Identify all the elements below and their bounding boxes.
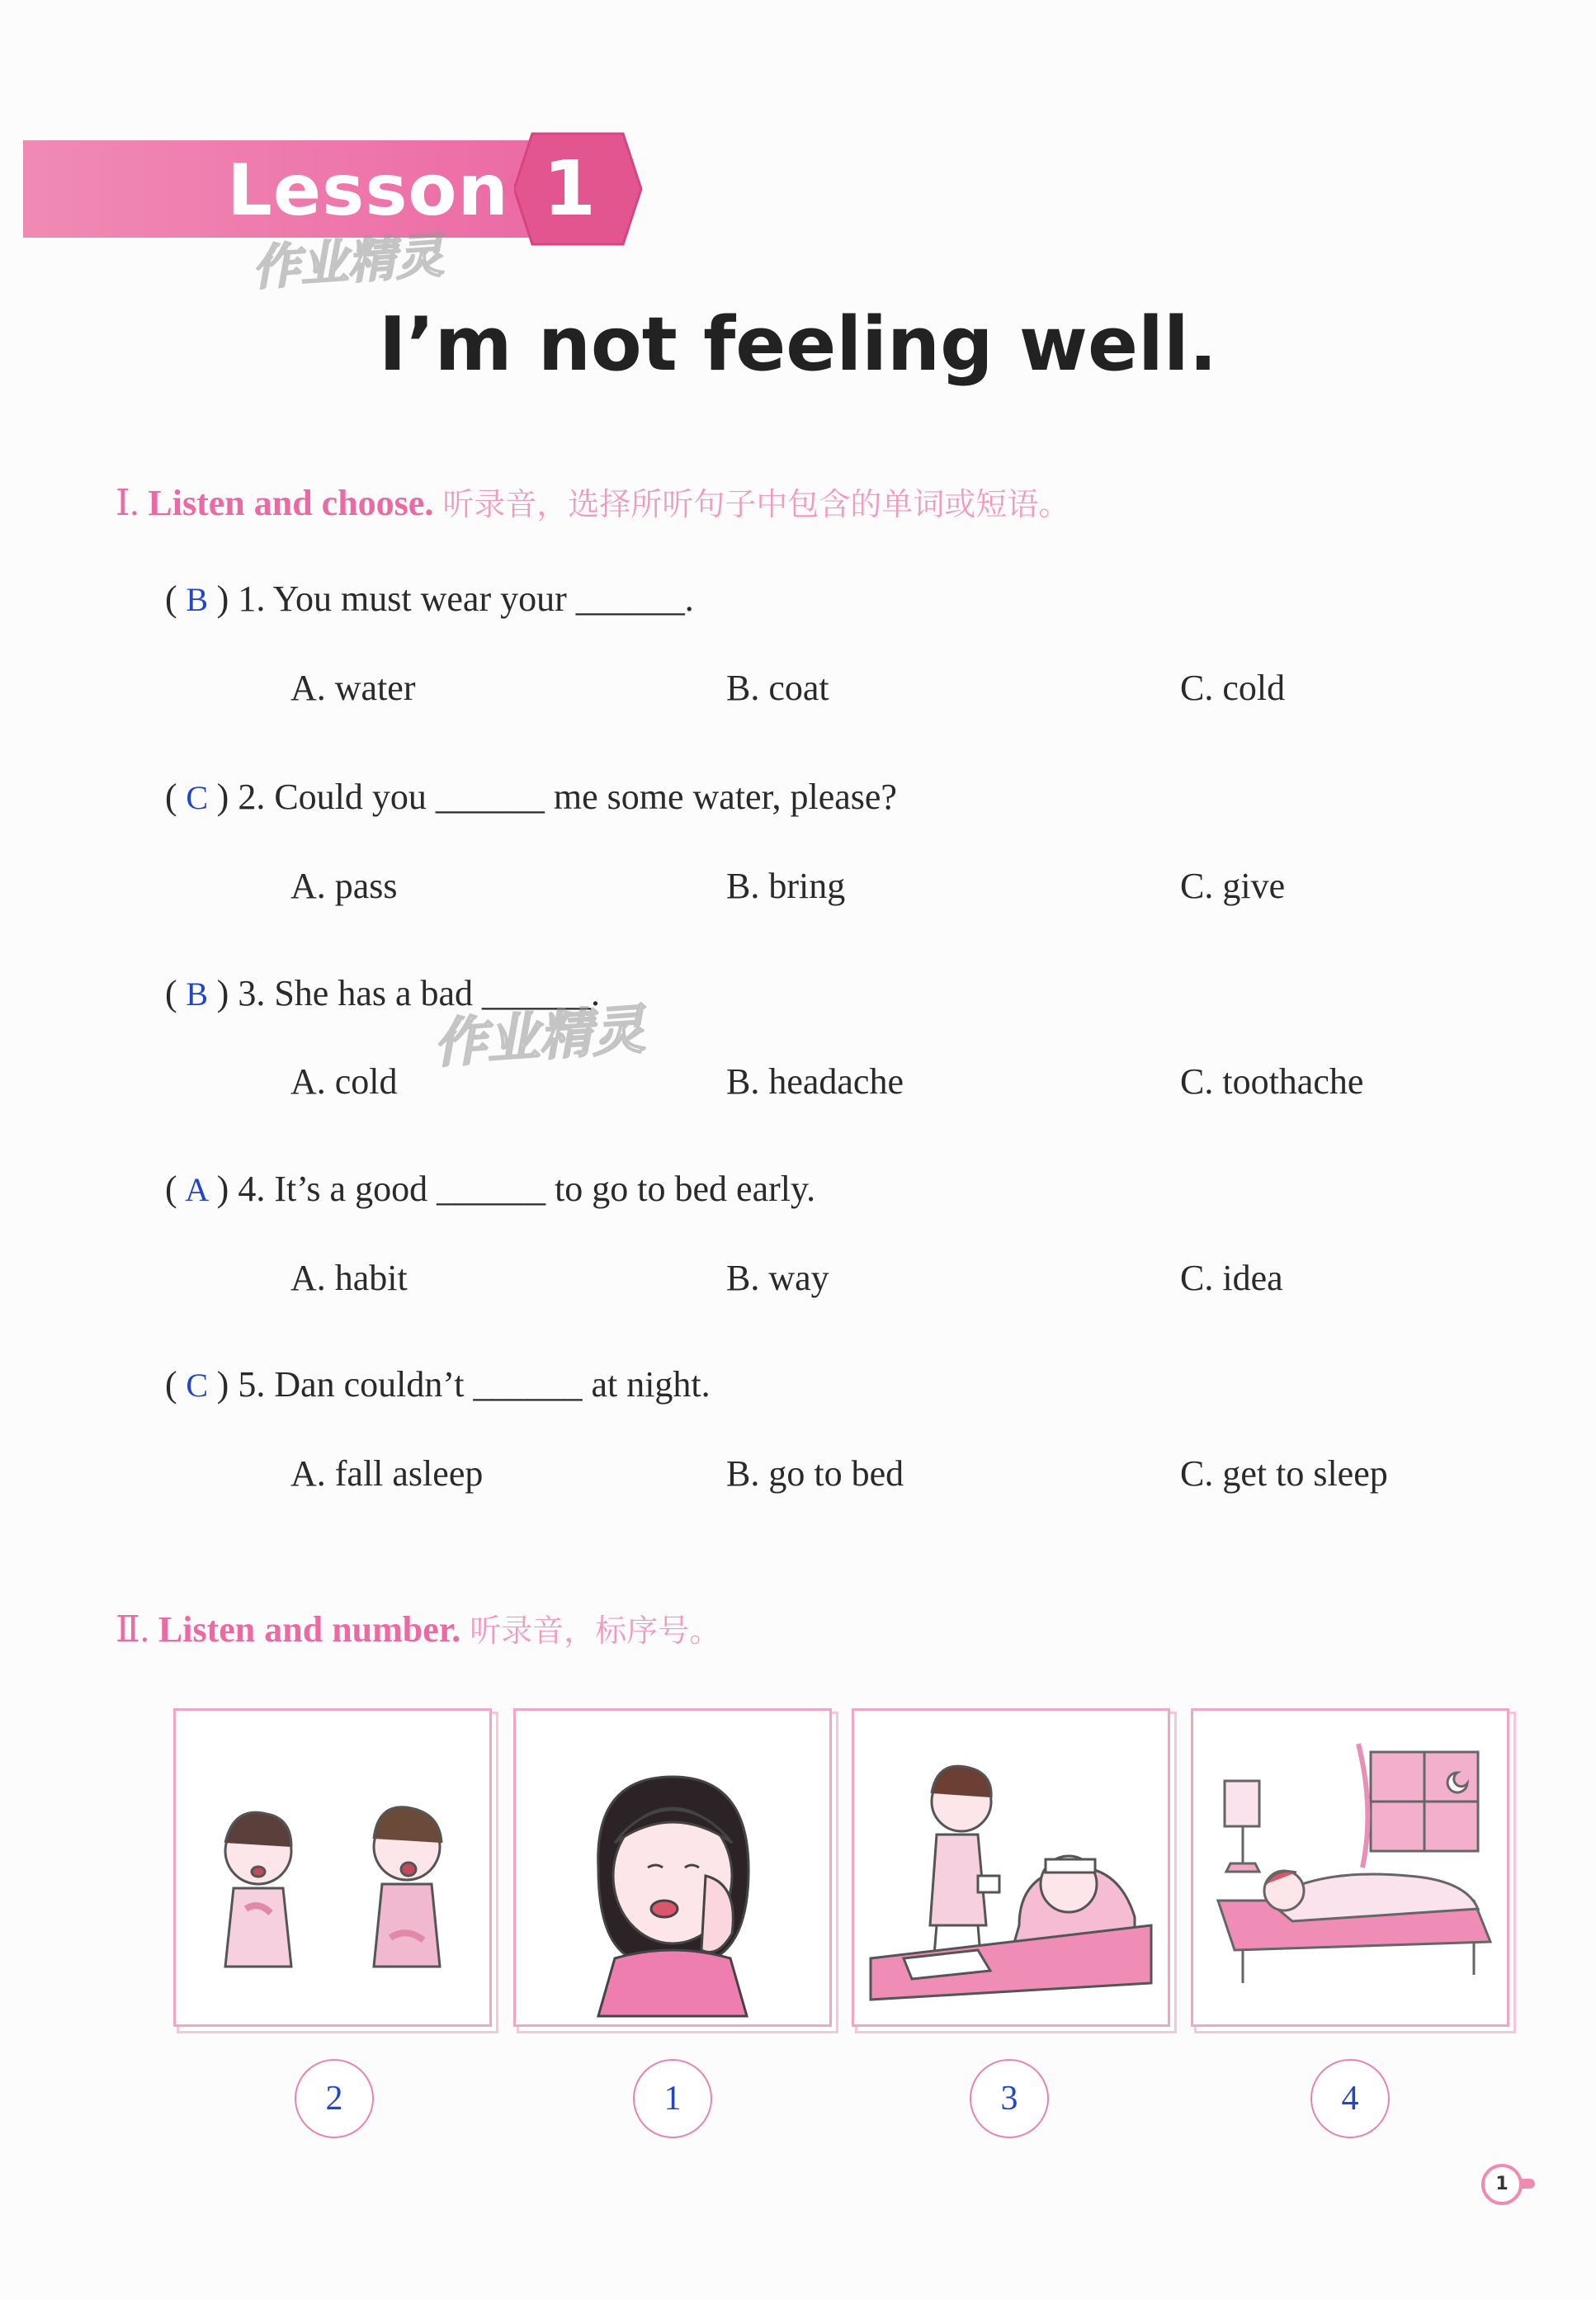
picture-2 bbox=[513, 1708, 832, 2027]
answer-2: C bbox=[186, 779, 208, 816]
section-1-title-en: Listen and choose. bbox=[148, 483, 434, 523]
question-3: ( B ) 3. She has a bad ______. bbox=[165, 973, 601, 1013]
question-2-text: 2. Could you ______ me some water, please? bbox=[238, 777, 897, 817]
question-5-text: 5. Dan couldn’t ______ at night. bbox=[238, 1364, 711, 1405]
question-4-options bbox=[0, 1257, 1596, 1306]
watermark-text: 作业精灵 bbox=[432, 999, 647, 1075]
option-c: C. toothache bbox=[1180, 1061, 1364, 1102]
question-4-text: 4. It’s a good ______ to go to bed early. bbox=[238, 1169, 816, 1209]
option-c: C. get to sleep bbox=[1180, 1453, 1388, 1494]
picture-3-number: 3 bbox=[970, 2059, 1049, 2138]
page-title: I’m not feeling well. bbox=[379, 301, 1217, 388]
option-a: A. water bbox=[290, 668, 416, 708]
question-2-options bbox=[0, 865, 1596, 914]
picture-2-number: 1 bbox=[633, 2059, 712, 2138]
option-c: C. idea bbox=[1180, 1258, 1283, 1298]
coughing-boys-illustration bbox=[176, 1711, 489, 2024]
lesson-label: Lesson bbox=[227, 149, 509, 232]
option-b: B. headache bbox=[726, 1061, 904, 1102]
question-1-options bbox=[0, 667, 1596, 716]
picture-3 bbox=[852, 1708, 1170, 2027]
option-b: B. go to bed bbox=[726, 1453, 904, 1494]
child-sleeping-in-bed-illustration bbox=[1193, 1711, 1507, 2024]
lesson-number: 1 bbox=[542, 144, 596, 233]
question-4: ( A ) 4. It’s a good ______ to go to bed early. bbox=[165, 1169, 816, 1209]
option-b: B. bring bbox=[726, 866, 846, 906]
picture-4 bbox=[1191, 1708, 1509, 2027]
answer-1: B bbox=[186, 581, 208, 618]
section-2-heading bbox=[116, 1605, 720, 1651]
answer-3: B bbox=[186, 975, 208, 1013]
option-a: A. habit bbox=[290, 1258, 408, 1298]
question-3-text: 3. She has a bad ______. bbox=[238, 973, 601, 1013]
question-1: ( B ) 1. You must wear your ______. bbox=[165, 579, 694, 619]
page-number: 1 bbox=[1481, 2164, 1523, 2205]
answer-4: A bbox=[185, 1171, 210, 1208]
option-a: A. pass bbox=[290, 866, 398, 906]
answer-5: C bbox=[186, 1367, 208, 1404]
option-c: C. give bbox=[1180, 866, 1286, 906]
section-2-title-zh: 听录音，标序号。 bbox=[470, 1613, 721, 1649]
option-b: B. way bbox=[726, 1258, 829, 1298]
boy-giving-medicine-illustration bbox=[854, 1711, 1168, 2024]
picture-1-number: 2 bbox=[295, 2059, 374, 2138]
option-b: B. coat bbox=[726, 668, 829, 708]
question-1-text: 1. You must wear your ______. bbox=[238, 579, 694, 619]
question-5-options bbox=[0, 1452, 1596, 1502]
question-5: ( C ) 5. Dan couldn’t ______ at night. bbox=[165, 1364, 711, 1405]
section-1-title-zh: 听录音，选择所听句子中包含的单词或短语。 bbox=[442, 486, 1070, 522]
option-a: A. cold bbox=[290, 1061, 398, 1102]
section-1-numeral: Ⅰ. bbox=[116, 483, 139, 523]
option-c: C. cold bbox=[1180, 668, 1286, 708]
section-1-heading bbox=[116, 479, 1070, 524]
question-2: ( C ) 2. Could you ______ me some water, please? bbox=[165, 777, 897, 817]
option-a: A. fall asleep bbox=[290, 1453, 484, 1494]
picture-1 bbox=[173, 1708, 492, 2027]
watermark-text: 作业精灵 bbox=[250, 226, 446, 296]
picture-4-number: 4 bbox=[1310, 2059, 1390, 2138]
girl-toothache-illustration bbox=[516, 1711, 829, 2024]
section-2-numeral: Ⅱ. bbox=[116, 1609, 149, 1650]
question-3-options bbox=[0, 1060, 1596, 1110]
section-2-title-en: Listen and number. bbox=[158, 1609, 461, 1650]
